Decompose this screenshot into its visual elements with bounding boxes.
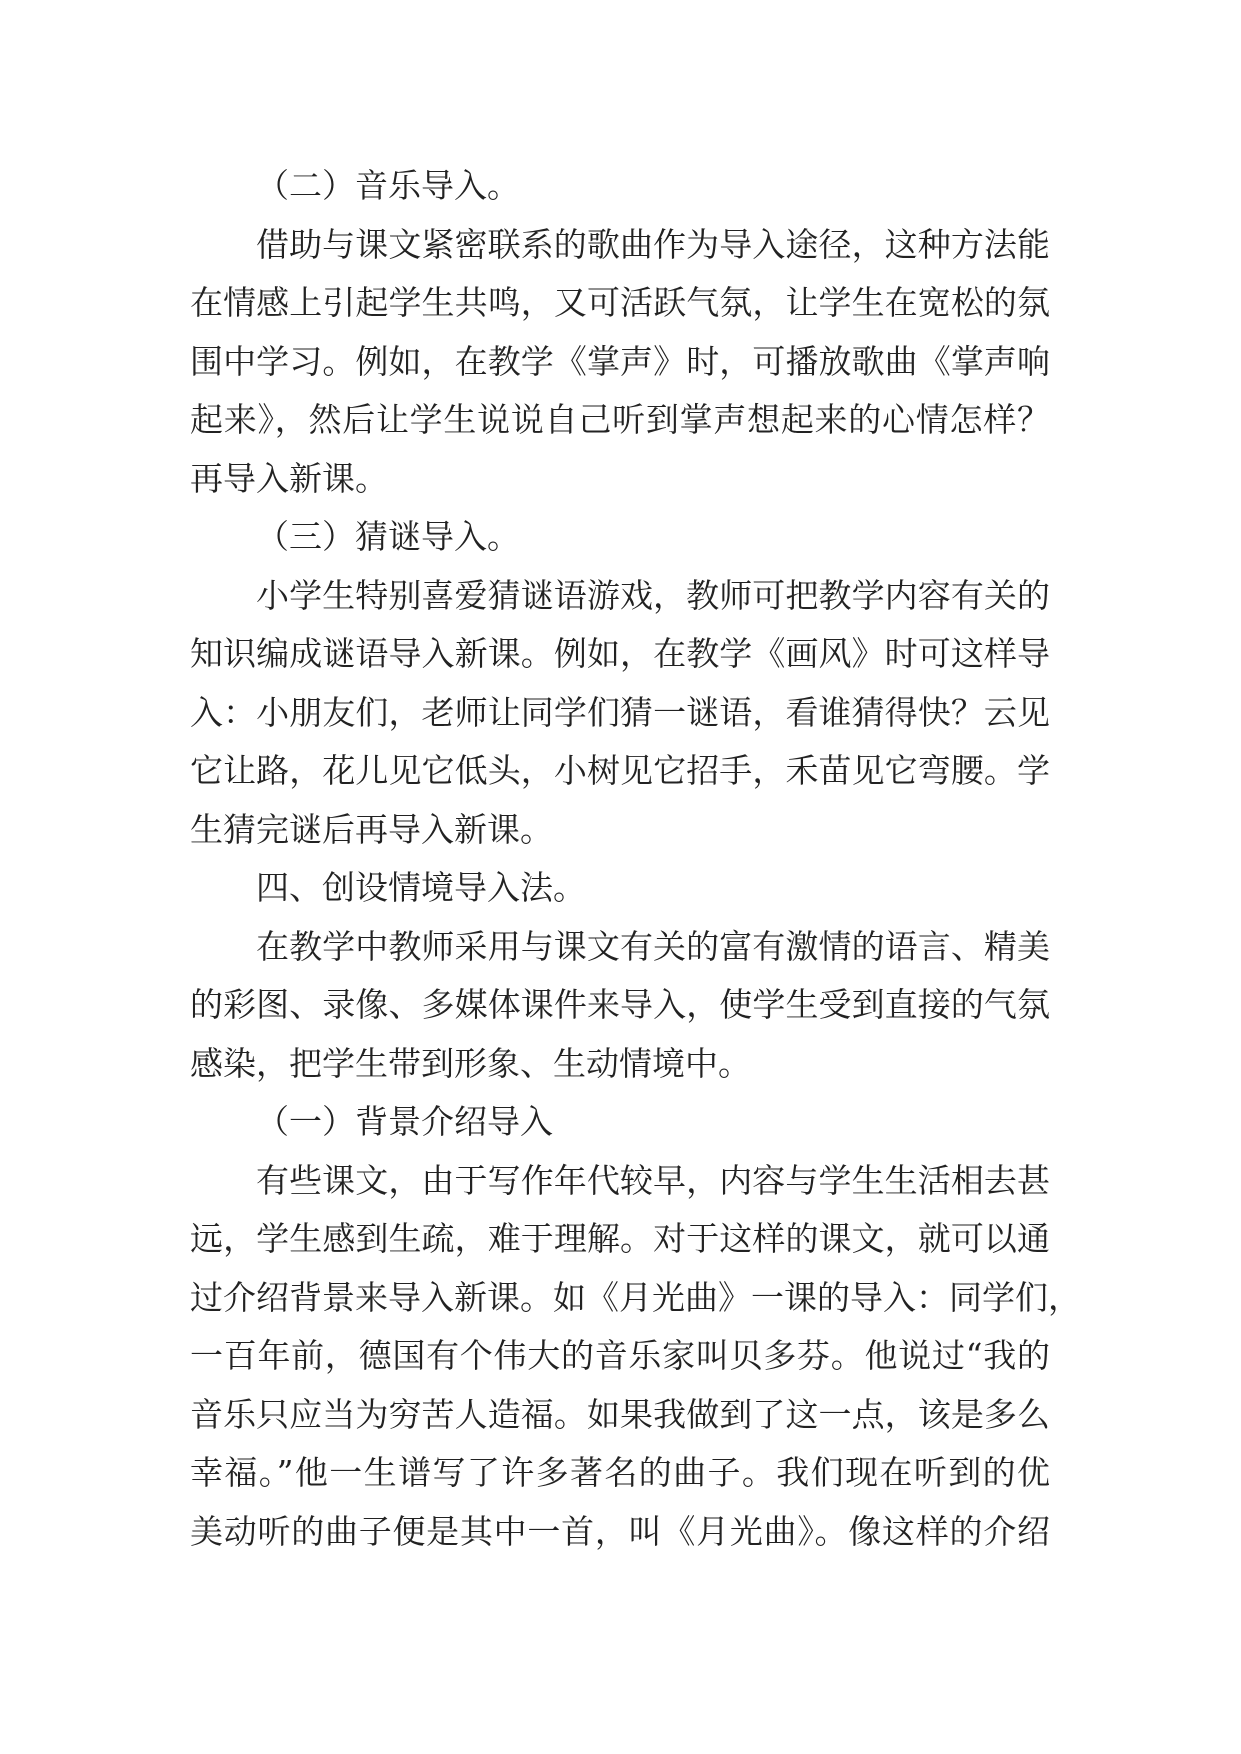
paragraph-line: 小学生特别喜爱猜谜语游戏，教师可把教学内容有关的 bbox=[256, 575, 1050, 615]
paragraph-line: 它让路，花儿见它低头，小树见它招手，禾苗见它弯腰。学 bbox=[190, 751, 1050, 790]
paragraph-line: 生猜完谜后再导入新课。 bbox=[190, 809, 553, 849]
paragraph-line: 起来》，然后让学生说说自己听到掌声想起来的心情怎样？ bbox=[190, 400, 1050, 439]
section-heading: （一）背景介绍导入 bbox=[256, 1102, 553, 1141]
paragraph-line: 过介绍背景来导入新课。如《月光曲》一课的导入：同学们， bbox=[190, 1277, 1081, 1317]
paragraph-line: 音乐只应当为穷苦人造福。如果我做到了这一点，该是多么 bbox=[190, 1394, 1050, 1434]
section-heading: 四、创设情境导入法。 bbox=[256, 868, 586, 907]
section-heading: （三）猜谜导入。 bbox=[256, 517, 520, 556]
paragraph-line: 远，学生感到生疏，难于理解。对于这样的课文，就可以通 bbox=[190, 1219, 1050, 1258]
section-heading: （二）音乐导入。 bbox=[256, 166, 520, 205]
paragraph-line: 有些课文，由于写作年代较早，内容与学生生活相去甚 bbox=[256, 1160, 1050, 1200]
paragraph-line: 借助与课文紧密联系的歌曲作为导入途径，这种方法能 bbox=[256, 224, 1050, 264]
paragraph-line: 感染，把学生带到形象、生动情境中。 bbox=[190, 1043, 751, 1083]
paragraph-line: 在教学中教师采用与课文有关的富有激情的语言、精美 bbox=[256, 926, 1050, 966]
paragraph-line: 幸福。”他一生谱写了许多著名的曲子。我们现在听到的优 bbox=[190, 1453, 1050, 1492]
paragraph-line: 入：小朋友们，老师让同学们猜一谜语，看谁猜得快？云见 bbox=[190, 692, 1050, 732]
paragraph-line: 一百年前，德国有个伟大的音乐家叫贝多芬。他说过“我的 bbox=[190, 1336, 1050, 1375]
paragraph-line: 围中学习。例如，在教学《掌声》时，可播放歌曲《掌声响 bbox=[190, 341, 1050, 381]
paragraph-line: 的彩图、录像、多媒体课件来导入，使学生受到直接的气氛 bbox=[190, 985, 1050, 1024]
paragraph-line: 再导入新课。 bbox=[190, 458, 388, 498]
paragraph-line: 美动听的曲子便是其中一首，叫《月光曲》。像这样的介绍 bbox=[190, 1511, 1050, 1551]
paragraph-line: 在情感上引起学生共鸣，又可活跃气氛，让学生在宽松的氛 bbox=[190, 283, 1050, 322]
document-body bbox=[190, 157, 1081, 1561]
paragraph-line: 知识编成谜语导入新课。例如，在教学《画风》时可这样导 bbox=[190, 634, 1050, 673]
